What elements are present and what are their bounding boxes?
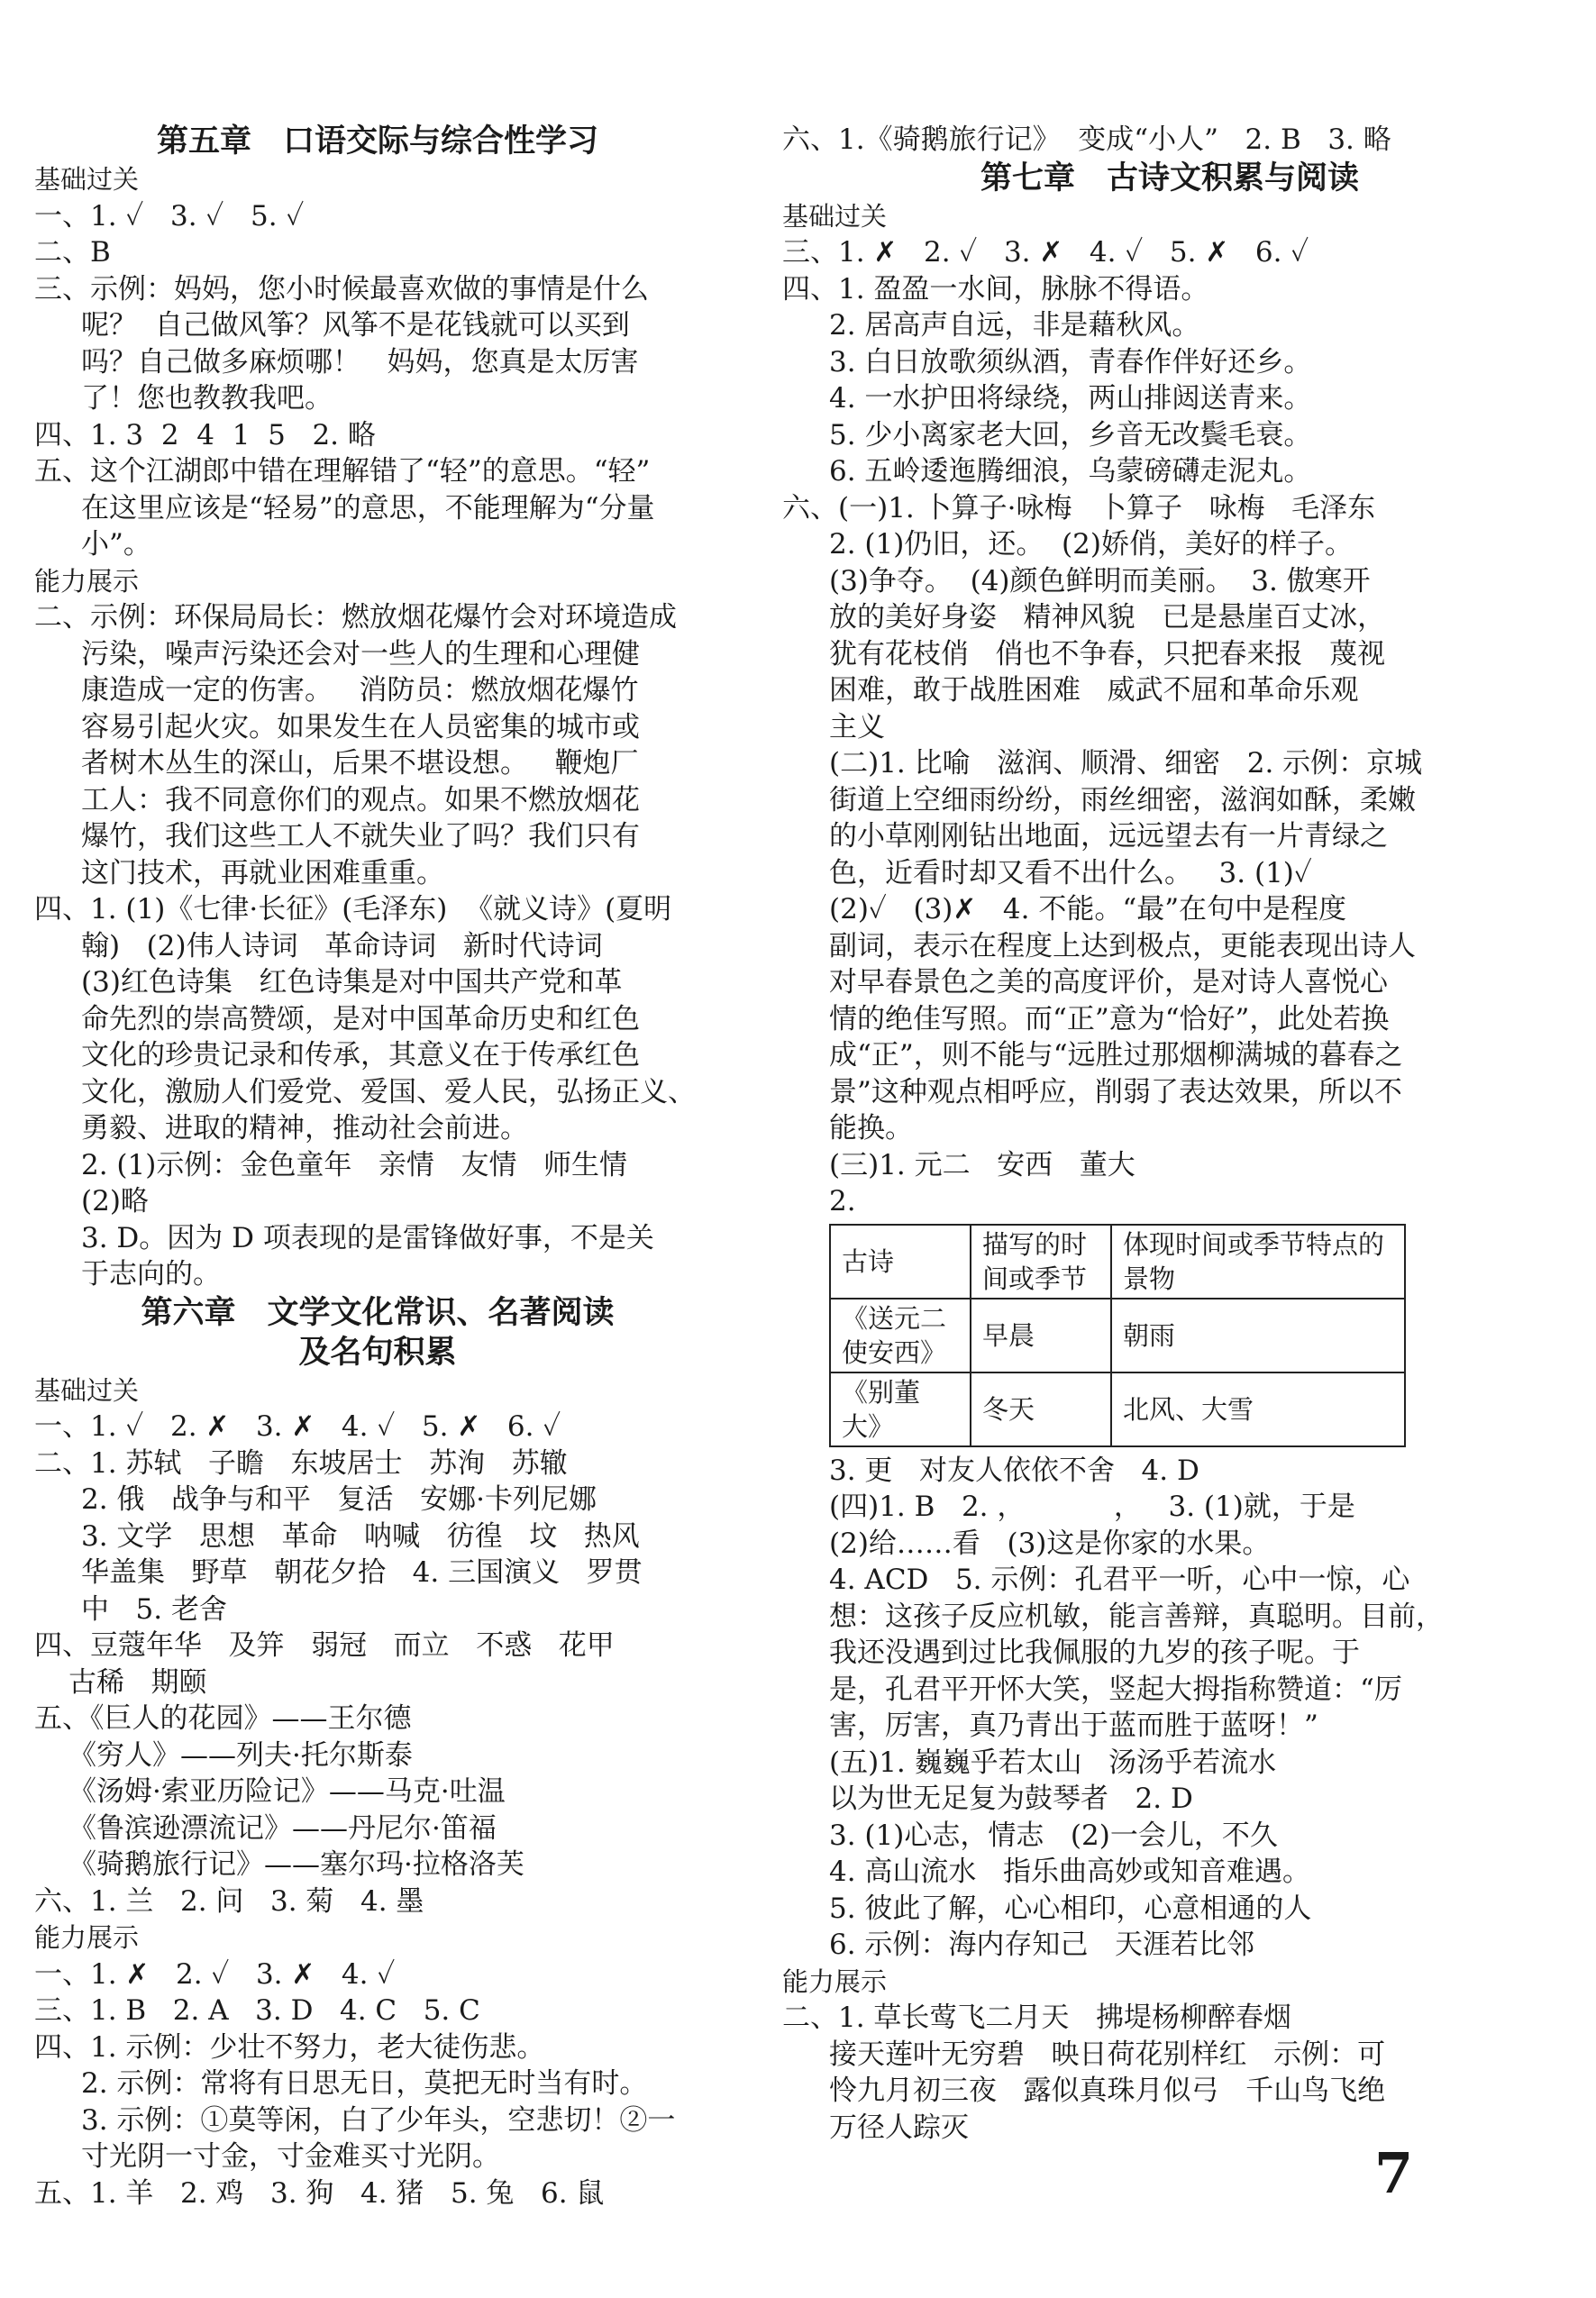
answer-line: 5. 少小离家老大回，乡音无改鬓毛衰。 xyxy=(829,418,1312,451)
answer-line: 工人：我不同意你们的观点。如果不燃放烟花 xyxy=(81,783,640,816)
answer-line: 景”这种观点相呼应，削弱了表达效果，所以不 xyxy=(829,1075,1402,1108)
section-heading: 能力展示 xyxy=(782,1965,888,1997)
answer-line: 六、(一)1. 卜算子·咏梅 卜算子 咏梅 毛泽东 xyxy=(782,491,1376,524)
section-heading: 能力展示 xyxy=(34,565,140,597)
page-number: 7 xyxy=(1374,2140,1414,2206)
answer-line: 污染，噪声污染还会对一些人的生理和心理健 xyxy=(81,637,640,670)
answer-line: 中 5. 老舍 xyxy=(81,1592,227,1626)
answer-line: 勇毅、进取的精神，推动社会前进。 xyxy=(81,1112,528,1144)
answer-line: 在这里应该是“轻易”的意思，不能理解为“分量 xyxy=(81,491,655,524)
answer-line: 命先烈的崇高赞颂，是对中国革命历史和红色 xyxy=(81,1002,640,1035)
answer-line: (3)争夺。 (4)颜色鲜明而美丽。 3. 傲寒开 xyxy=(829,564,1371,597)
answer-line: 三、1. ✗ 2. ✓ 3. ✗ 4. ✓ 5. ✗ 6. ✓ xyxy=(782,236,1309,269)
answer-line: 对早春景色之美的高度评价，是对诗人喜悦心 xyxy=(829,966,1388,999)
poem-table-header-cell: 体现时间或季节特点的景物 xyxy=(1111,1225,1405,1299)
answer-line: 5. 彼此了解，心心相印，心意相通的人 xyxy=(829,1892,1312,1925)
answer-line: 一、1. ✓ 2. ✗ 3. ✗ 4. ✓ 5. ✗ 6. ✓ xyxy=(34,1410,561,1443)
left-column xyxy=(34,122,721,2211)
answer-line: 4. 一水护田将绿绕，两山排闼送青来。 xyxy=(829,382,1312,415)
answer-line: 副词，表示在程度上达到极点，更能表现出诗人 xyxy=(829,929,1416,962)
answer-line: (3)红色诗集 红色诗集是对中国共产党和革 xyxy=(81,966,623,999)
poem-table-cell: 《送元二使安西》 xyxy=(830,1299,971,1372)
answer-line: 犹有花枝俏 俏也不争春，只把春来报 蔑视 xyxy=(829,637,1386,670)
answer-line: 四、豆蔻年华 及笄 弱冠 而立 不惑 花甲 xyxy=(34,1629,615,1662)
poem-table xyxy=(829,1224,1406,1447)
answer-line: 三、示例：妈妈，您小时候最喜欢做的事情是什么 xyxy=(34,272,649,305)
answer-line: 四、1. 盈盈一水间，脉脉不得语。 xyxy=(782,272,1209,305)
answer-line: 者树木丛生的深山，后果不堪设想。 鞭炮厂 xyxy=(81,747,639,780)
answer-line: 康造成一定的伤害。 消防员：燃放烟花爆竹 xyxy=(81,674,639,707)
answer-line: 2. 示例：常将有日思无日，莫把无时当有时。 xyxy=(81,2067,648,2100)
answer-line: 6. 五岭逶迤腾细浪，乌蒙磅礴走泥丸。 xyxy=(829,455,1312,488)
answer-line: 五、1. 羊 2. 鸡 3. 狗 4. 猪 5. 兔 6. 鼠 xyxy=(34,2176,605,2210)
answer-line: 2. (1)示例：金色童年 亲情 友情 师生情 xyxy=(81,1148,628,1181)
answer-line: 接天莲叶无穷碧 映日荷花别样红 示例：可 xyxy=(829,2038,1386,2071)
answer-line: 一、1. ✓ 3. ✓ 5. ✓ xyxy=(34,199,305,233)
answer-line: 2. 居高声自远，非是藉秋风。 xyxy=(829,309,1200,342)
answer-line: 翰) (2)伟人诗词 革命诗词 新时代诗词 xyxy=(81,929,603,962)
answer-line: 以为世无足复为鼓琴者 2. D xyxy=(829,1783,1193,1815)
answer-line: 《汤姆·索亚历险记》——马克·吐温 xyxy=(68,1775,506,1808)
answer-line: (三)1. 元二 安西 董大 xyxy=(829,1148,1135,1181)
answer-line: 文化的珍贵记录和传承，其意义在于传承红色 xyxy=(81,1039,640,1071)
answer-line: 小”。 xyxy=(81,528,151,561)
answer-line: 容易引起火灾。如果发生在人员密集的城市或 xyxy=(81,710,640,743)
answer-line: 吗？自己做多麻烦哪！ 妈妈，您真是太厉害 xyxy=(81,345,639,378)
answer-line: 3. D。因为 D 项表现的是雷锋做好事，不是关 xyxy=(81,1221,654,1254)
poem-table-cell: 朝雨 xyxy=(1111,1299,1405,1372)
answer-line: 五、《巨人的花园》——王尔德 xyxy=(34,1702,412,1735)
answer-line: 3. 示例：①莫等闲，白了少年头，空悲切！②一 xyxy=(81,2103,676,2137)
answer-line: 的小草刚刚钻出地面，远远望去有一片青绿之 xyxy=(829,820,1388,853)
answer-line: 三、1. B 2. A 3. D 4. C 5. C xyxy=(34,1994,480,2027)
answer-line: 害，厉害，真乃青出于蓝而胜于蓝呀！” xyxy=(829,1710,1318,1742)
poem-table-cell: 冬天 xyxy=(971,1372,1111,1446)
answer-line: 五、这个江湖郎中错在理解错了“轻”的意思。“轻” xyxy=(34,455,651,488)
right-column-bottom xyxy=(782,1453,1557,2147)
answer-line: 万径人踪灭 xyxy=(829,2111,969,2144)
answer-line: 文化，激励人们爱党、爱国、爱人民，弘扬正义、 xyxy=(81,1075,696,1108)
section-heading: 基础过关 xyxy=(782,200,888,232)
chapter-title: 第六章 文学文化常识、名著阅读 xyxy=(141,1294,615,1331)
answer-line: (2)✓ (3)✗ 4. 不能。“最”在句中是程度 xyxy=(829,893,1347,926)
poem-table-cell: 早晨 xyxy=(971,1299,1111,1372)
answer-line: 想：这孩子反应机敏，能言善辩，真聪明。目前， xyxy=(829,1600,1444,1633)
answer-line: 4. 高山流水 指乐曲高妙或知音难遇。 xyxy=(829,1856,1310,1888)
answer-line: 于志向的。 xyxy=(81,1258,221,1290)
right-column xyxy=(782,122,1557,2146)
answer-line: 六、1. 兰 2. 问 3. 菊 4. 墨 xyxy=(34,1884,424,1918)
poem-table-header-cell: 古诗 xyxy=(830,1225,971,1299)
poem-table-row xyxy=(830,1299,1405,1372)
answer-line: 一、1. ✗ 2. ✓ 3. ✗ 4. ✓ xyxy=(34,1957,396,1991)
section-heading: 能力展示 xyxy=(34,1922,140,1953)
answer-line: 六、1.《骑鹅旅行记》 变成“小人” 2. B 3. 略 xyxy=(782,123,1391,156)
answer-line: 呢？ 自己做风筝？风筝不是花钱就可以买到 xyxy=(81,309,630,342)
poem-table-header xyxy=(830,1225,1405,1299)
answer-line: 是，孔君平开怀大笑，竖起大拇指称赞道：“厉 xyxy=(829,1673,1402,1706)
answer-line: 情的绝佳写照。而“正”意为“恰好”，此处若换 xyxy=(829,1002,1390,1035)
answer-line: 成“正”，则不能与“远胜过那烟柳满城的暮春之 xyxy=(829,1039,1403,1071)
poem-table-row xyxy=(830,1372,1405,1446)
answer-line: 《穷人》——列夫·托尔斯泰 xyxy=(68,1738,413,1772)
answer-line: 2. xyxy=(829,1185,856,1217)
answer-line: 6. 示例：海内存知己 天涯若比邻 xyxy=(829,1929,1254,1961)
answer-line: 《鲁滨逊漂流记》——丹尼尔·笛福 xyxy=(68,1811,497,1845)
answer-line: 4. ACD 5. 示例：孔君平一听，心中一惊，心 xyxy=(829,1564,1410,1596)
poem-table-cell: 北风、大雪 xyxy=(1111,1372,1405,1446)
answer-line: 四、1. (1)《七律·长征》(毛泽东) 《就义诗》(夏明 xyxy=(34,893,672,926)
answer-line: 四、1. 3 2 4 1 5 2. 略 xyxy=(34,418,376,451)
chapter-title: 及名句积累 xyxy=(298,1334,457,1371)
chapter-title: 第七章 古诗文积累与阅读 xyxy=(980,160,1359,196)
answer-line: 3. 文学 思想 革命 呐喊 彷徨 坟 热风 xyxy=(81,1519,640,1553)
answer-line: 了！您也教教我吧。 xyxy=(81,382,333,415)
answer-line: 这门技术，再就业困难重重。 xyxy=(81,856,444,889)
answer-line: 古稀 期颐 xyxy=(68,1665,207,1699)
answer-line: (二)1. 比喻 滋润、顺滑、细密 2. 示例：京城 xyxy=(829,747,1423,780)
answer-line: 爆竹，我们这些工人不就失业了吗？我们只有 xyxy=(81,820,640,853)
answer-line: (五)1. 巍巍乎若太山 汤汤乎若流水 xyxy=(829,1746,1277,1779)
answer-line: 我还没遇到过比我佩服的九岁的孩子呢。于 xyxy=(829,1637,1360,1669)
chapter-title: 第五章 口语交际与综合性学习 xyxy=(156,123,598,160)
answer-line: 2. 俄 战争与和平 复活 安娜·卡列尼娜 xyxy=(81,1483,597,1516)
answer-line: 困难，敢于战胜困难 威武不屈和革命乐观 xyxy=(829,674,1359,707)
answer-line: 能换。 xyxy=(829,1112,913,1144)
answer-line: 3. 白日放歌须纵酒，青春作伴好还乡。 xyxy=(829,345,1312,378)
answer-line: (2)略 xyxy=(81,1185,149,1217)
answer-line: 放的美好身姿 精神风貌 已是悬崖百丈冰， xyxy=(829,601,1386,634)
answer-line: 怜九月初三夜 露似真珠月似弓 千山鸟飞绝 xyxy=(829,2075,1386,2107)
answer-line: 2. (1)仍旧，还。 (2)娇俏，美好的样子。 xyxy=(829,528,1353,561)
answer-line: 华盖集 野草 朝花夕拾 4. 三国演义 罗贯 xyxy=(81,1556,643,1589)
poem-table-header-cell: 描写的时间或季节 xyxy=(971,1225,1111,1299)
answer-line: 二、示例：环保局局长：燃放烟花爆竹会对环境造成 xyxy=(34,601,677,634)
answer-line: 主义 xyxy=(829,710,885,743)
answer-line: 二、1. 苏轼 子瞻 东坡居士 苏洵 苏辙 xyxy=(34,1446,568,1480)
answer-line: 二、B xyxy=(34,236,111,269)
answer-line: (四)1. B 2. ， ， 3. (1)就，于是 xyxy=(829,1491,1355,1523)
answer-line: 寸光阴一寸金，寸金难买寸光阴。 xyxy=(81,2140,500,2173)
answer-line: 《骑鹅旅行记》——塞尔玛·拉格洛芙 xyxy=(68,1848,524,1881)
answer-line: 四、1. 示例：少壮不努力，老大徒伤悲。 xyxy=(34,2030,545,2064)
section-heading: 基础过关 xyxy=(34,164,140,195)
answer-line: 3. (1)心志，情志 (2)一会儿，不久 xyxy=(829,1819,1278,1852)
answer-line: 色，近看时却又看不出什么。 3. (1)✓ xyxy=(829,856,1312,889)
answer-line: 3. 更 对友人依依不舍 4. D xyxy=(829,1454,1199,1487)
poem-table-cell: 《别董大》 xyxy=(830,1372,971,1446)
answer-line: (2)给……看 (3)这是你家的水果。 xyxy=(829,1527,1271,1560)
answer-line: 二、1. 草长莺飞二月天 拂堤杨柳醉春烟 xyxy=(782,2002,1291,2034)
answer-line: 街道上空细雨纷纷，雨丝细密，滋润如酥，柔嫩 xyxy=(829,783,1416,816)
right-column-top xyxy=(782,122,1557,1220)
section-heading: 基础过关 xyxy=(34,1374,140,1406)
